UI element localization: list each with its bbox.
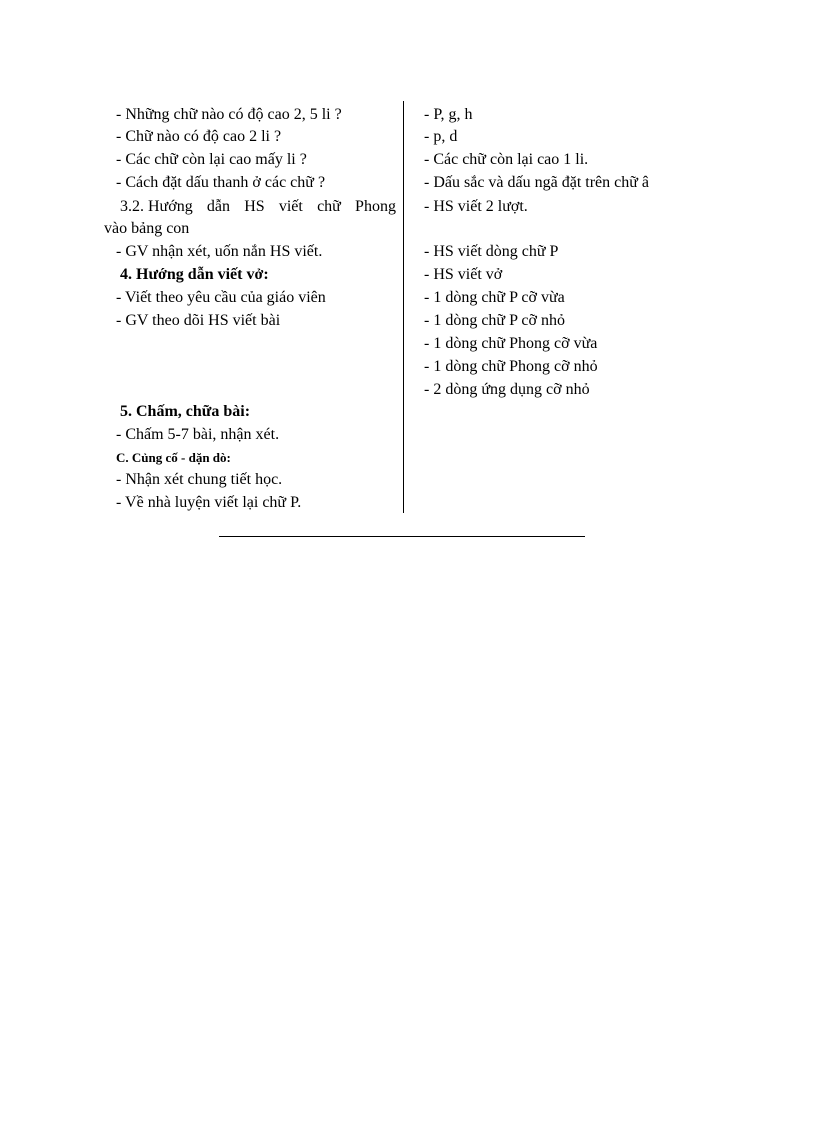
- question-line: - Cách đặt dấu thanh ở các chữ ?: [116, 174, 326, 191]
- column-divider: [403, 101, 404, 513]
- section-3-2-heading: 3.2. Hướng dẫn HS viết chữ Phong: [120, 198, 396, 215]
- question-line: - Chữ nào có độ cao 2 li ?: [116, 128, 282, 145]
- answer-line: - 1 dòng chữ Phong cỡ vừa: [424, 335, 598, 352]
- activity-line: - GV nhận xét, uốn nắn HS viết.: [116, 243, 323, 260]
- end-of-section-rule: [219, 536, 585, 537]
- section-4-heading: 4. Hướng dẫn viết vở:: [120, 266, 269, 283]
- answer-line: - 1 dòng chữ P cỡ nhỏ: [424, 312, 565, 329]
- answer-line: - 2 dòng ứng dụng cỡ nhỏ: [424, 381, 590, 398]
- answer-line: - P, g, h: [424, 106, 473, 123]
- answer-line: - Dấu sắc và dấu ngã đặt trên chữ â: [424, 174, 650, 191]
- question-line: - Những chữ nào có độ cao 2, 5 li ?: [116, 106, 342, 123]
- answer-line: - p, d: [424, 128, 458, 145]
- lesson-table: [104, 101, 704, 513]
- section-5-heading: 5. Chấm, chữa bài:: [120, 403, 251, 420]
- section-3-2-continuation: vào bảng con: [104, 220, 190, 237]
- activity-line: - Viết theo yêu cầu của giáo viên: [116, 289, 326, 306]
- answer-line: - 1 dòng chữ Phong cỡ nhỏ: [424, 358, 598, 375]
- activity-line: - Chấm 5-7 bài, nhận xét.: [116, 426, 280, 443]
- activity-line: - Về nhà luyện viết lại chữ P.: [116, 494, 302, 511]
- answer-line: - HS viết dòng chữ P: [424, 243, 559, 260]
- answer-line: - HS viết vở: [424, 266, 503, 283]
- answer-line: - 1 dòng chữ P cỡ vừa: [424, 289, 565, 306]
- answer-line: - Các chữ còn lại cao 1 li.: [424, 151, 589, 168]
- question-line: - Các chữ còn lại cao mấy li ?: [116, 151, 307, 168]
- activity-line: - GV theo dõi HS viết bài: [116, 312, 281, 329]
- activity-line: - Nhận xét chung tiết học.: [116, 471, 283, 488]
- section-c-heading: C. Củng cố - dặn dò:: [116, 450, 231, 465]
- answer-line: - HS viết 2 lượt.: [424, 198, 528, 215]
